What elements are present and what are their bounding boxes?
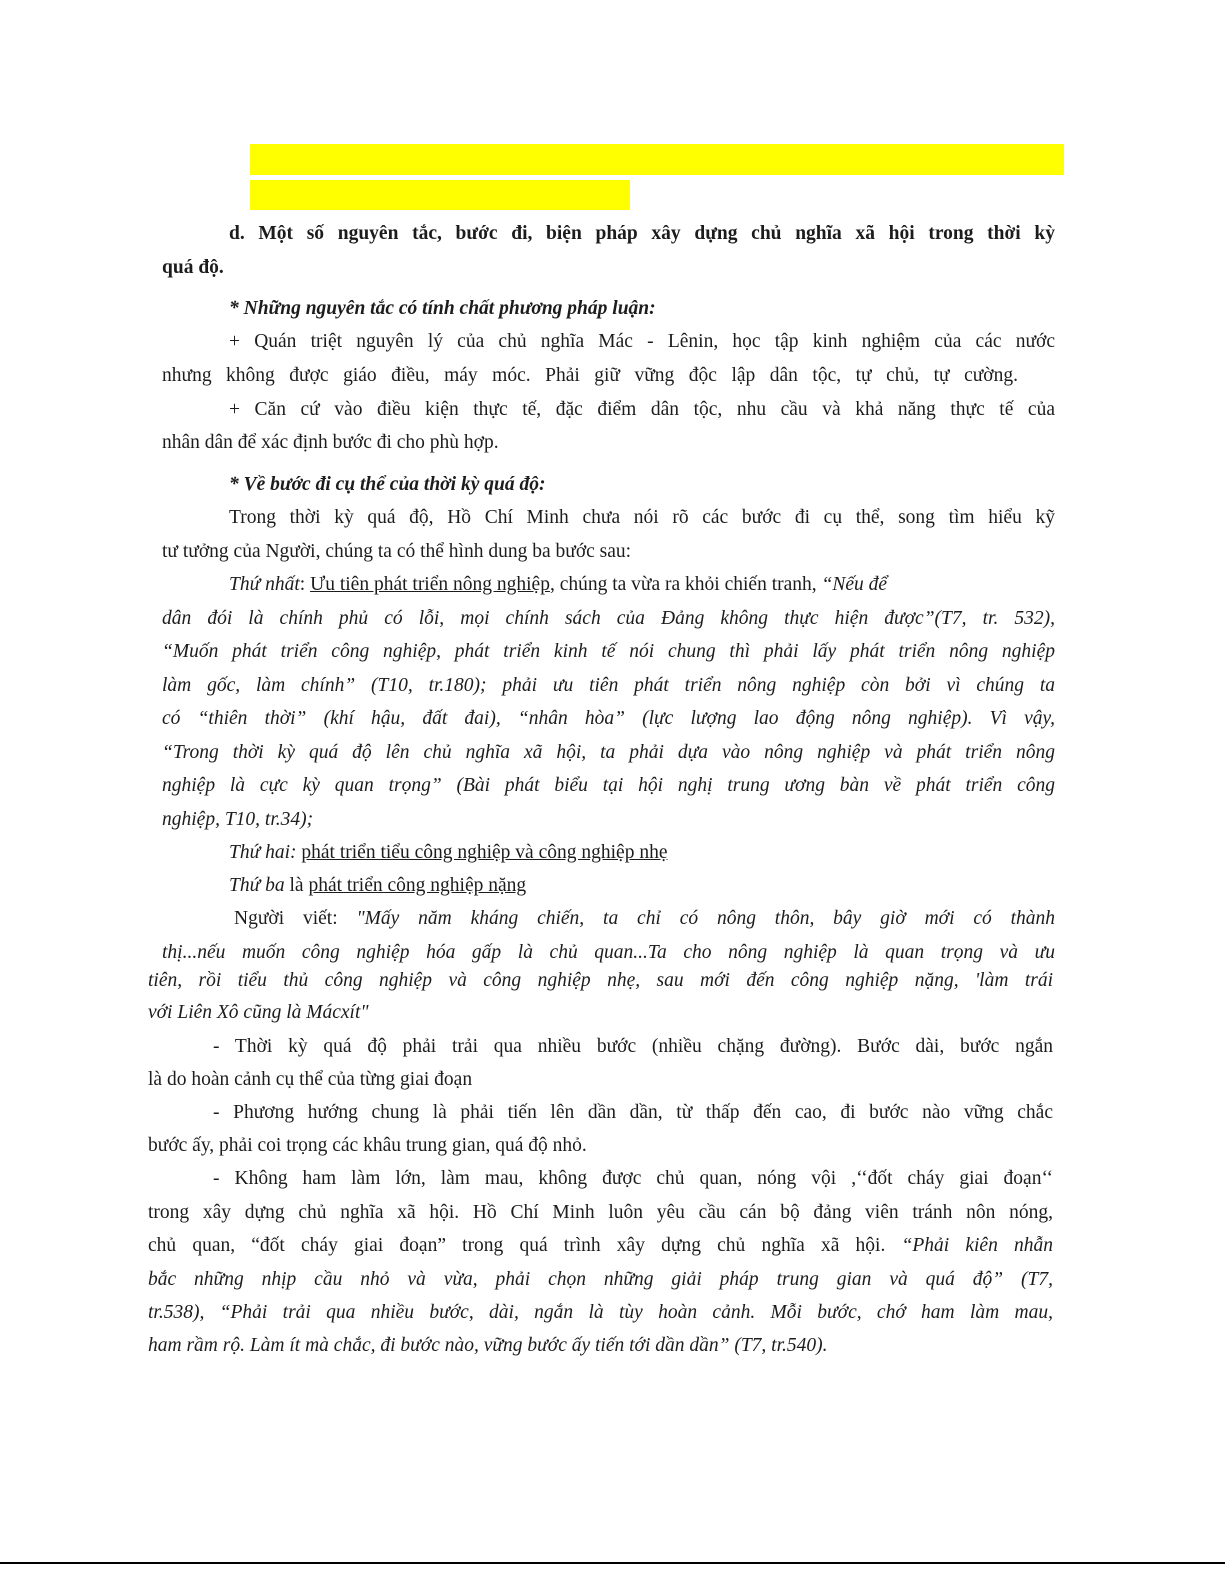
measure-paragraph: - Không ham làm lớn, làm mau, không được chủ quan, nóng vội ,‘‘đốt cháy giai đoạn‘‘ <box>213 1168 1053 1189</box>
measure-text: chủ quan, “đốt cháy giai đoạn” trong quá trình xây dựng chủ nghĩa xã hội. <box>148 1235 902 1256</box>
quote-line: với Liên Xô cũng là Mácxít" <box>148 1002 369 1023</box>
quote-line: thị...nếu muốn công nghiệp hóa gấp là chủ quan...Ta cho nông nghiệp là quan trọng và ưu <box>162 942 1055 963</box>
measure-paragraph-cont: bước ấy, phải coi trọng các khâu trung gian, quá độ nhỏ. <box>148 1135 587 1156</box>
steps-intro: Trong thời kỳ quá độ, Hồ Chí Minh chưa nói rõ các bước đi cụ thể, song tìm hiểu kỹ <box>229 507 1055 528</box>
measure-quote: “Phải kiên nhẫn <box>901 1235 1053 1256</box>
measure-quote-line: ham rầm rộ. Làm ít mà chắc, đi bước nào, vững bước ấy tiến tới dần dần” (T7, tr.540). <box>148 1335 828 1356</box>
step-third-mid: là <box>284 875 309 896</box>
measure-paragraph-cont: là do hoàn cảnh cụ thể của từng giai đoạn <box>148 1069 473 1090</box>
step-first-quote-line: có “thiên thời” (khí hậu, đất đai), “nhân hòa” (lực lượng lao động nông nghiệp). Vì vậy, <box>162 708 1055 729</box>
step-first-label: Thứ nhất <box>229 574 300 595</box>
principle-item: + Quán triệt nguyên lý của chủ nghĩa Mác - Lênin, học tập kinh nghiệm của các nước <box>229 331 1055 352</box>
quote-text: "Mấy năm kháng chiến, ta chỉ có nông thôn, bây giờ mới có thành <box>356 908 1056 929</box>
measure-paragraph: - Thời kỳ quá độ phải trải qua nhiều bước (nhiều chặng đường). Bước dài, bước ngắn <box>213 1036 1053 1057</box>
step-first-quote-line: “Trong thời kỳ quá độ lên chủ nghĩa xã hội, ta phải dựa vào nông nghiệp và phát triển nông <box>162 742 1055 763</box>
steps-intro-cont: tư tưởng của Người, chúng ta có thể hình dung ba bước sau: <box>162 541 632 562</box>
quote-line <box>234 907 1055 931</box>
principle-item-cont: nhưng không được giáo điều, máy móc. Phải giữ vững độc lập dân tộc, tự chủ, tự cường. <box>162 365 1018 386</box>
step-first-quote-line: làm gốc, làm chính” (T10, tr.180); phải ưu tiên phát triển nông nghiệp còn bởi vì chúng ta <box>162 675 1055 696</box>
step-first-quote-line: nghiệp, T10, tr.34); <box>162 809 314 830</box>
step-first <box>229 573 1055 597</box>
step-first-quote: “Nếu để <box>821 574 888 595</box>
step-third-underline: phát triển công nghiệp nặng <box>308 875 527 896</box>
principle-item-cont: nhân dân để xác định bước đi cho phù hợp. <box>162 432 499 453</box>
step-second-label: Thứ hai: <box>229 842 297 863</box>
page-bottom-rule <box>0 1562 1225 1564</box>
quote-line: tiên, rồi tiểu thủ công nghiệp và công nghiệp nhẹ, sau mới đến công nghiệp nặng, 'làm trái <box>148 970 1053 991</box>
step-first-underline: Ưu tiên phát triển nông nghiệp <box>310 574 550 595</box>
measure-paragraph: - Phương hướng chung là phải tiến lên dần dần, từ thấp đến cao, đi bước nào vững chắc <box>213 1102 1053 1123</box>
measure-paragraph-cont <box>148 1234 1053 1258</box>
step-first-quote-line: “Muốn phát triển công nghiệp, phát triển kinh tế nói chung thì phải lấy phát triển nông nghiệp <box>162 641 1055 662</box>
step-third-label: Thứ ba <box>229 875 285 896</box>
quote-prefix: Người viết: <box>234 908 357 929</box>
principle-item: + Căn cứ vào điều kiện thực tế, đặc điểm dân tộc, nhu cầu và khả năng thực tế của <box>229 399 1055 420</box>
step-first-colon: : <box>299 574 311 595</box>
principles-title: * Những nguyên tắc có tính chất phương pháp luận: <box>229 298 656 319</box>
step-first-rest: , chúng ta vừa ra khỏi chiến tranh, <box>549 574 822 595</box>
step-second-underline: phát triển tiểu công nghiệp và công nghiệp nhẹ <box>301 842 668 863</box>
step-second <box>229 841 667 865</box>
step-third <box>229 874 526 898</box>
steps-title: * Về bước đi cụ thể của thời kỳ quá độ: <box>229 474 546 495</box>
highlight-bar <box>250 180 630 210</box>
step-first-quote-line: nghiệp là cực kỳ quan trọng” (Bài phát biểu tại hội nghị trung ương bàn về phát triển công <box>162 775 1055 796</box>
section-heading-cont: quá độ. <box>162 257 224 278</box>
measure-quote-line: bắc những nhịp cầu nhỏ và vừa, phải chọn những giải pháp trung gian và quá độ” (T7, <box>148 1269 1053 1290</box>
measure-quote-line: tr.538), “Phải trải qua nhiều bước, dài, ngắn là tùy hoàn cảnh. Mỗi bước, chớ ham làm mau, <box>148 1302 1053 1323</box>
step-first-quote-line: dân đói là chính phủ có lỗi, mọi chính sách của Đảng không thực hiện được”(T7, tr. 532), <box>162 608 1055 629</box>
measure-paragraph-cont: trong xây dựng chủ nghĩa xã hội. Hồ Chí Minh luôn yêu cầu cán bộ đảng viên tránh nôn nóng, <box>148 1202 1053 1223</box>
section-heading: d. Một số nguyên tắc, bước đi, biện pháp xây dựng chủ nghĩa xã hội trong thời kỳ <box>229 223 1055 244</box>
highlight-bar <box>250 144 1064 175</box>
